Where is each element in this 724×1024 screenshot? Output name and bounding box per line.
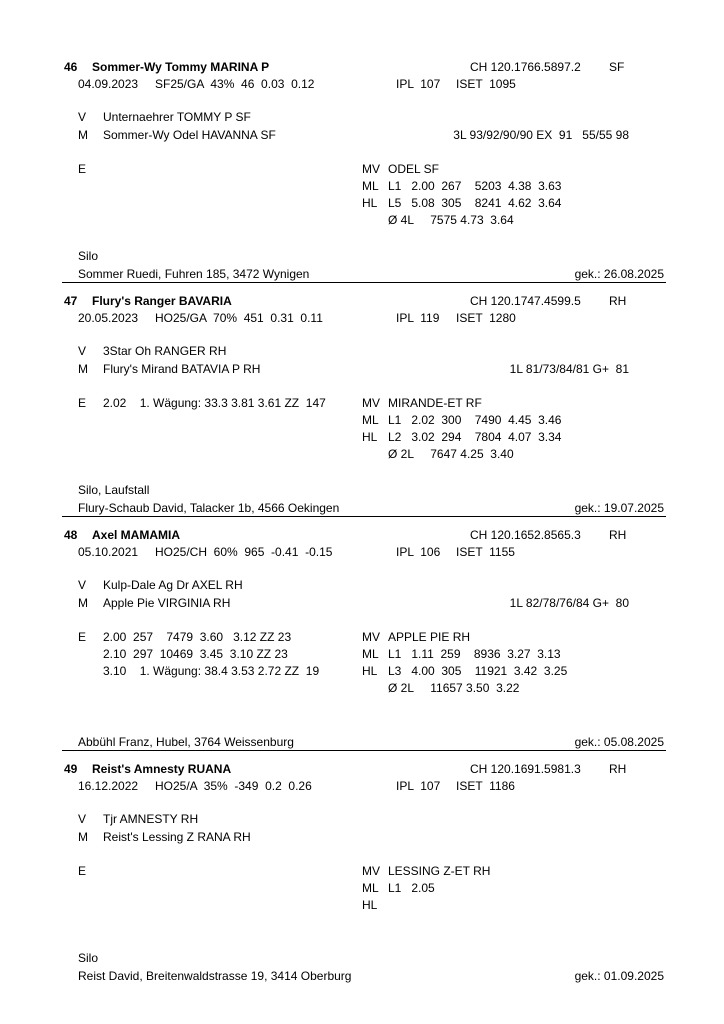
entry-divider <box>62 282 666 283</box>
e-label: E <box>78 864 87 878</box>
ml-value: L1 2.05 <box>388 881 435 895</box>
average-value: Ø 2L 11657 3.50 3.22 <box>388 681 520 695</box>
dam-label: M <box>78 362 88 376</box>
owner-address: Sommer Ruedi, Fuhren 185, 3472 Wynigen <box>78 267 310 281</box>
ipl-value: IPL 106 <box>396 545 441 559</box>
dam-name: Sommer-Wy Odel HAVANNA SF <box>103 128 276 142</box>
mv-label: MV <box>362 162 380 176</box>
birth-date: 05.10.2021 <box>78 545 139 559</box>
average-value: Ø 2L 7647 4.25 3.40 <box>388 447 514 461</box>
sire-name: Unternaehrer TOMMY P SF <box>103 110 251 124</box>
hl-value: L3 4.00 305 11921 3.42 3.25 <box>388 664 568 678</box>
sire-label: V <box>78 110 87 124</box>
entry-number: 48 <box>64 528 78 542</box>
housing-info: Silo, Laufstall <box>78 483 150 497</box>
ml-label: ML <box>362 179 379 193</box>
e-line: 2.10 297 10469 3.45 3.10 ZZ 23 <box>103 647 288 661</box>
mv-label: MV <box>362 396 380 410</box>
dam-info: 1L 82/78/76/84 G+ 80 <box>509 596 629 610</box>
mv-value: ODEL SF <box>388 162 439 176</box>
e-label: E <box>78 630 87 644</box>
dam-label: M <box>78 128 88 142</box>
hl-label: HL <box>362 898 378 912</box>
animal-id: CH 120.1747.4599.5 <box>470 294 581 308</box>
sire-label: V <box>78 812 87 826</box>
mv-value: LESSING Z-ET RH <box>388 864 491 878</box>
sire-name: Kulp-Dale Ag Dr AXEL RH <box>103 578 243 592</box>
gek-date: gek.: 01.09.2025 <box>574 969 664 983</box>
entry-number: 47 <box>64 294 78 308</box>
ipl-value: IPL 107 <box>396 779 441 793</box>
sire-name: Tjr AMNESTY RH <box>103 812 199 826</box>
animal-name: Reist's Amnesty RUANA <box>92 762 232 776</box>
hl-label: HL <box>362 664 378 678</box>
average-value: Ø 4L 7575 4.73 3.64 <box>388 213 514 227</box>
mv-value: APPLE PIE RH <box>388 630 471 644</box>
hl-label: HL <box>362 430 378 444</box>
housing-info: Silo <box>78 951 99 965</box>
gek-date: gek.: 05.08.2025 <box>574 735 664 749</box>
animal-id: CH 120.1766.5897.2 <box>470 60 581 74</box>
breed-code: RH <box>609 762 627 776</box>
breed-code: SF <box>609 60 625 74</box>
breed-info: HO25/A 35% -349 0.2 0.26 <box>155 779 312 793</box>
breed-info: HO25/GA 70% 451 0.31 0.11 <box>155 311 323 325</box>
sire-name: 3Star Oh RANGER RH <box>103 344 227 358</box>
ipl-value: IPL 119 <box>396 311 440 325</box>
dam-name: Apple Pie VIRGINIA RH <box>103 596 231 610</box>
e-label: E <box>78 396 87 410</box>
e-label: E <box>78 162 87 176</box>
iset-value: ISET 1095 <box>456 77 516 91</box>
animal-name: Sommer-Wy Tommy MARINA P <box>92 60 270 74</box>
entry-divider <box>62 516 666 517</box>
ml-value: L1 2.02 300 7490 4.45 3.46 <box>388 413 562 427</box>
mv-label: MV <box>362 864 380 878</box>
birth-date: 20.05.2023 <box>78 311 139 325</box>
ipl-value: IPL 107 <box>396 77 441 91</box>
hl-value: L2 3.02 294 7804 4.07 3.34 <box>388 430 562 444</box>
ml-value: L1 1.11 259 8936 3.27 3.13 <box>388 647 561 661</box>
hl-label: HL <box>362 196 378 210</box>
housing-info: Silo <box>78 249 99 263</box>
mv-label: MV <box>362 630 380 644</box>
breed-info: HO25/CH 60% 965 -0.41 -0.15 <box>155 545 333 559</box>
ml-label: ML <box>362 647 379 661</box>
animal-name: Axel MAMAMIA <box>92 528 181 542</box>
animal-id: CH 120.1691.5981.3 <box>470 762 581 776</box>
dam-label: M <box>78 596 88 610</box>
ml-label: ML <box>362 413 379 427</box>
mv-value: MIRANDE-ET RF <box>388 396 482 410</box>
dam-info: 1L 81/73/84/81 G+ 81 <box>509 362 629 376</box>
animal-name: Flury's Ranger BAVARIA <box>92 294 232 308</box>
owner-address: Flury-Schaub David, Talacker 1b, 4566 Oekingen <box>78 501 340 515</box>
dam-name: Reist's Lessing Z RANA RH <box>103 830 251 844</box>
gek-date: gek.: 26.08.2025 <box>574 267 664 281</box>
animal-id: CH 120.1652.8565.3 <box>470 528 581 542</box>
e-line: 2.02 1. Wägung: 33.3 3.81 3.61 ZZ 147 <box>103 396 326 410</box>
dam-label: M <box>78 830 88 844</box>
sire-label: V <box>78 578 87 592</box>
e-line: 3.10 1. Wägung: 38.4 3.53 2.72 ZZ 19 <box>103 664 320 678</box>
sire-label: V <box>78 344 87 358</box>
birth-date: 16.12.2022 <box>78 779 139 793</box>
breed-code: RH <box>609 294 627 308</box>
birth-date: 04.09.2023 <box>78 77 139 91</box>
iset-value: ISET 1155 <box>456 545 515 559</box>
entry-divider <box>62 750 666 751</box>
e-line: 2.00 257 7479 3.60 3.12 ZZ 23 <box>103 630 292 644</box>
dam-info: 3L 93/92/90/90 EX 91 55/55 98 <box>453 128 629 142</box>
dam-name: Flury's Mirand BATAVIA P RH <box>103 362 261 376</box>
iset-value: ISET 1186 <box>456 779 515 793</box>
entry-number: 49 <box>64 762 78 776</box>
iset-value: ISET 1280 <box>456 311 516 325</box>
hl-value: L5 5.08 305 8241 4.62 3.64 <box>388 196 562 210</box>
ml-value: L1 2.00 267 5203 4.38 3.63 <box>388 179 562 193</box>
owner-address: Abbühl Franz, Hubel, 3764 Weissenburg <box>78 735 294 749</box>
gek-date: gek.: 19.07.2025 <box>574 501 664 515</box>
breed-code: RH <box>609 528 627 542</box>
ml-label: ML <box>362 881 379 895</box>
entry-number: 46 <box>64 60 78 74</box>
breed-info: SF25/GA 43% 46 0.03 0.12 <box>155 77 315 91</box>
owner-address: Reist David, Breitenwaldstrasse 19, 3414 Oberburg <box>78 969 352 983</box>
